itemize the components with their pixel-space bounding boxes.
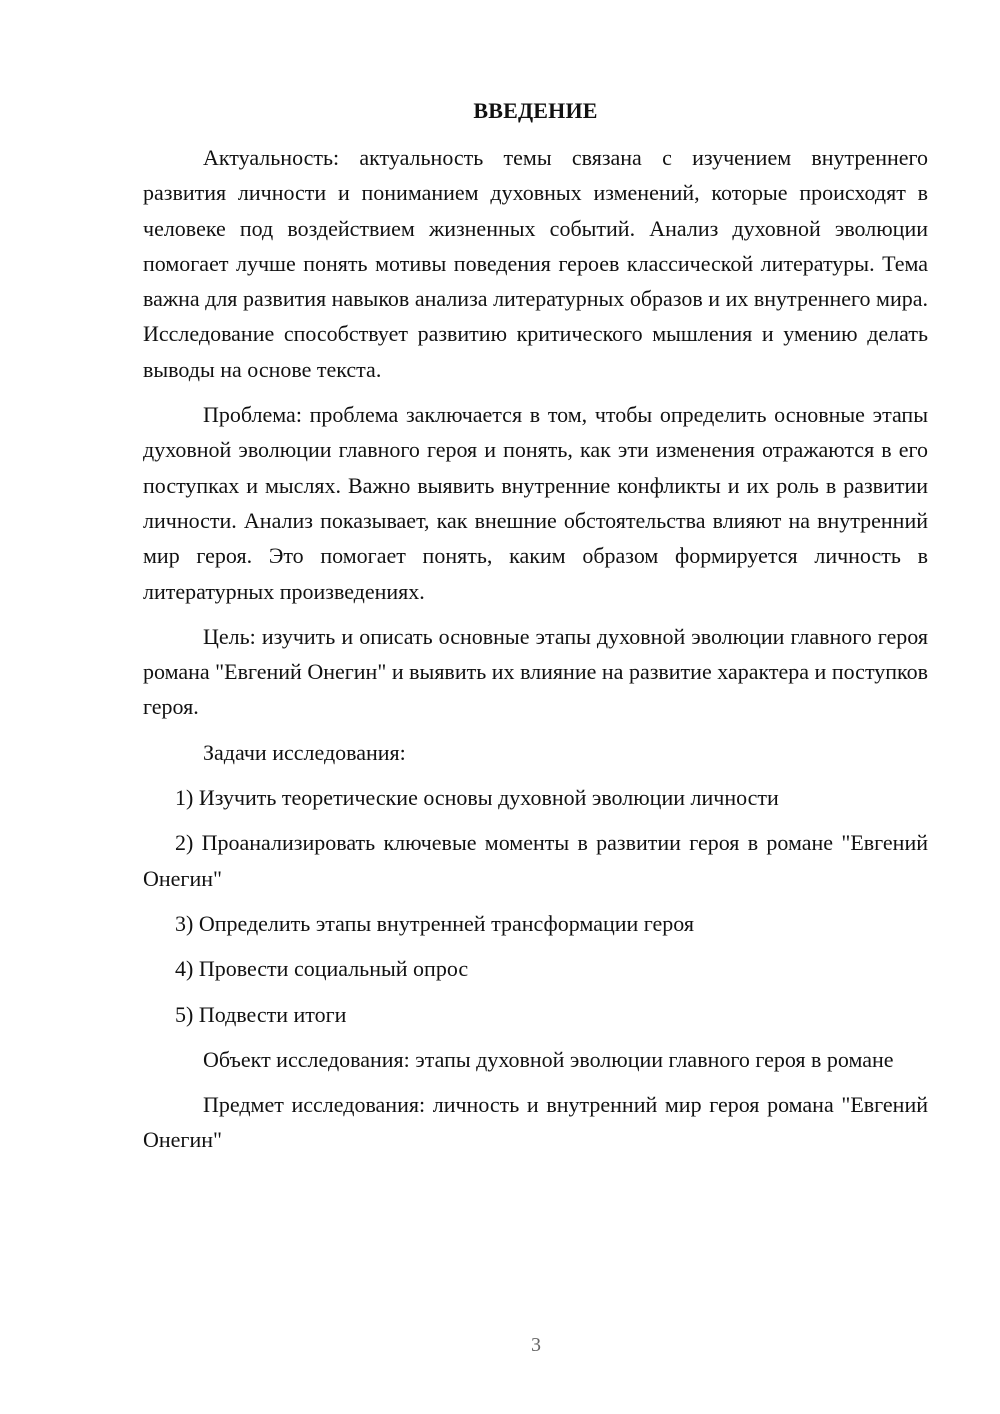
relevance-paragraph: Актуальность: актуальность темы связана с изучением внутреннего развития личности и пониманием духовных изменений, которые происходят в человеке под воздействием жизненных событий. Анализ духовной эволюции помогает лучше понять мотивы поведения героев классической литературы. Тема важна для развития навыков анализа литературных образов и их внутреннего мира. Исследование способствует развитию критического мышления и умению делать выводы на основе текста. — [143, 145, 928, 382]
tasks-heading: Задачи исследования: — [203, 739, 406, 765]
page-number: 3 — [531, 1334, 541, 1356]
page-content — [143, 93, 928, 1168]
section-title: ВВЕДЕНИЕ — [473, 98, 598, 123]
subject-paragraph: Предмет исследования: личность и внутренний мир героя романа "Евгений Онегин" — [143, 1092, 928, 1153]
task-item-3: 3) Определить этапы внутренней трансформации героя — [175, 910, 694, 936]
task-item-1: 1) Изучить теоретические основы духовной эволюции личности — [175, 785, 779, 811]
object-paragraph: Объект исследования: этапы духовной эволюции главного героя в романе — [203, 1046, 894, 1072]
task-item-4: 4) Провести социальный опрос — [175, 956, 469, 982]
problem-paragraph: Проблема: проблема заключается в том, чтобы определить основные этапы духовной эволюции главного героя и понять, как эти изменения отражаются в его поступках и мыслях. Важно выявить внутренние конфликты и их роль в развитии личности. Анализ показывает, как внешние обстоятельства влияют на внутренний мир героя. Это помогает понять, каким образом формируется личность в литературных произведениях. — [143, 402, 928, 604]
task-item-5: 5) Подвести итоги — [175, 1001, 347, 1027]
goal-paragraph: Цель: изучить и описать основные этапы духовной эволюции главного героя романа "Евгений Онегин" и выявить их влияние на развитие характера и поступков героя. — [143, 623, 928, 720]
task-item-2: 2) Проанализировать ключевые моменты в развитии героя в романе "Евгений Онегин" — [143, 830, 928, 891]
